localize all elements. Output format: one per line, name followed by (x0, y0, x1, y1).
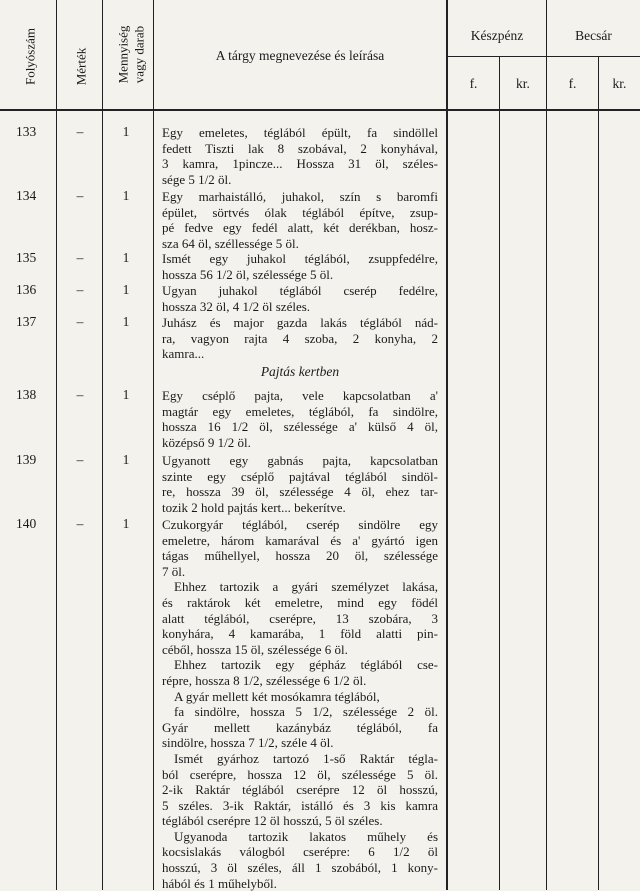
description-line: sza 64 öl, széllessége 5 öl. (162, 235, 299, 251)
description-line: Czukorgyár téglából, cserép sindölre egy (162, 517, 438, 532)
description-line: sége 5 1/2 öl. (162, 171, 232, 187)
description-line: sindölre, hossza 7 1/2, széle 4 öl. (162, 735, 334, 751)
entry-description (162, 251, 438, 282)
entry-description (162, 388, 438, 450)
col-rule-4 (446, 0, 448, 890)
description-line: téglából cserépre 12 öl hosszú, 5 öl széles. (162, 813, 383, 829)
description-line: Ugyanott egy gabnás pajta, kapcsolatban (162, 453, 438, 468)
header-targy: A tárgy megnevezése és leírása (215, 48, 385, 63)
entry-quantity: 1 (122, 250, 130, 265)
description-line: fedett Tiszti lak 8 szobával, 2 konyhával, (162, 140, 438, 156)
col-rule-1 (56, 0, 57, 890)
description-line: tágas műhellyel, hossza 20 öl, szélessége (162, 548, 438, 564)
entry-number: 139 (16, 452, 37, 467)
description-line: emeletre, három kamarával és a' gyártó igen (162, 532, 438, 548)
entry-number: 140 (16, 516, 37, 531)
section-title: Pajtás kertben (260, 364, 340, 379)
col-rule-3 (153, 0, 154, 890)
col-rule-2 (102, 0, 103, 890)
description-line: kocsislakás válogból cserépre: 6 1/2 öl (162, 844, 438, 860)
entry-measure: – (76, 452, 84, 467)
description-line: konyhára, 4 kamarába, 1 föld alatti pin- (162, 626, 438, 642)
description-line: tozik 2 hold pajtás kert... bekerítve. (162, 499, 346, 515)
entry-description (162, 315, 438, 362)
header-kr-keszpenz: kr. (516, 76, 530, 91)
description-line: 3 kamra, 1pincze... Hossza 31 öl, széles- (162, 156, 438, 172)
description-line: kamra... (162, 346, 205, 362)
description-line: hossza 16 1/2 öl, szélessége a' külső 4 öl, (162, 419, 438, 435)
header-kr-becsar: kr. (612, 76, 627, 91)
description-line: répre, hossza 8 1/2, szélessége 6 1/2 öl. (162, 672, 367, 688)
entry-number: 138 (16, 387, 37, 402)
header-mertek: Mérték (73, 47, 89, 86)
entry-quantity: 1 (122, 387, 130, 402)
header-bottom-rule (0, 109, 640, 111)
description-line: Gyár mellett kazánybáz téglából, fa (162, 719, 438, 735)
description-line: magtár egy emeletes, téglából, fa sindölre, (162, 403, 438, 419)
description-line: ra, vagyon rajta 4 szoba, 2 konyha, 2 (162, 330, 438, 346)
description-line: Ehhez tartozik egy gépház téglából cse- (174, 657, 438, 673)
description-line: 5 széles. 3-ik Raktár, istálló és 3 kis kamra (162, 797, 438, 813)
col-rule-5 (499, 56, 500, 890)
entry-measure: – (76, 387, 84, 402)
entry-quantity: 1 (122, 516, 130, 531)
entry-number: 135 (16, 250, 37, 265)
description-line: épület, sörtvés ólak téglából építve, zsup- (162, 204, 438, 220)
description-line: fa sindölre, hossza 5 1/2, szélessége 2 öl. (174, 704, 438, 720)
description-line: hossza 56 1/2 öl, szélessége 5 öl. (162, 266, 334, 282)
entry-quantity: 1 (122, 452, 130, 467)
description-line: 7 öl. (162, 563, 186, 579)
description-line: Juhász és major gazda lakás téglából nád- (162, 315, 438, 330)
description-line: Ismét gyárhoz tartozó 1-ső Raktár tégla- (174, 750, 438, 766)
entry-description (162, 125, 438, 187)
entry-quantity: 1 (122, 282, 130, 297)
entry-quantity: 1 (122, 314, 130, 329)
header-f-keszpenz: f. (469, 76, 478, 91)
header-mennyiseg-line2: vagy darab (131, 25, 147, 84)
description-line: Egy cséplő pajta, vele kapcsolatban a' (162, 388, 438, 403)
entry-number: 137 (16, 314, 37, 329)
entry-measure: – (76, 516, 84, 531)
entry-description (162, 189, 438, 251)
description-line: hossza 32 öl, 4 1/2 öl széles. (162, 298, 311, 314)
entry-measure: – (76, 250, 84, 265)
header-f-becsar: f. (568, 76, 577, 91)
header-folyoszam: Folyószám (22, 27, 38, 86)
description-line: és raktárok két emeletre, mind egy födél (162, 594, 438, 610)
description-line: A gyár mellett két mosókamra téglából, (174, 688, 380, 704)
description-line: ból cserépre, hossza 12 öl, szélessége 5 öl. (162, 766, 438, 782)
entry-measure: – (76, 124, 84, 139)
entry-number: 134 (16, 188, 37, 203)
entry-number: 133 (16, 124, 37, 139)
header-mennyiseg-line1: Mennyiség (115, 25, 131, 84)
description-line: Ugyan juhakol téglából cserép fedélre, (162, 283, 438, 298)
description-line: Egy marhaistálló, juhakol, szín s baromfi (162, 189, 438, 204)
entry-quantity: 1 (122, 124, 130, 139)
description-line: hából és 1 műhelyből. (162, 875, 277, 891)
col-rule-7 (598, 56, 599, 890)
description-line: pé fedve egy fedél alatt, két derékban, hosz- (162, 220, 438, 236)
description-line: Ismét egy juhakol téglából, zsuppfedélre, (162, 251, 438, 266)
description-line: céből, hossza 15 öl, szélessége 6 öl. (162, 641, 348, 657)
description-line: hosszú, 3 öl széles, áll 1 szobából, 1 kony- (162, 860, 438, 876)
header-becsar: Becsár (575, 28, 612, 43)
entry-number: 136 (16, 282, 37, 297)
entry-quantity: 1 (122, 188, 130, 203)
entry-description (162, 283, 438, 314)
entry-measure: – (76, 314, 84, 329)
header-subrule (446, 56, 640, 57)
entry-measure: – (76, 282, 84, 297)
entry-description (162, 453, 438, 515)
description-line: középső 9 1/2 öl. (162, 434, 251, 450)
description-line: alatt téglából, cserépre, 13 szobára, 3 (162, 610, 438, 626)
entry-measure: – (76, 188, 84, 203)
header-keszpenz: Készpénz (470, 28, 524, 43)
entry-description (162, 517, 438, 891)
description-line: Ehhez tartozik a gyári személyzet lakása, (174, 579, 438, 595)
description-line: re, hossza 39 öl, szélessége 4 öl, ehez tar- (162, 484, 438, 500)
description-line: Egy emeletes, téglából épült, fa sindöllel (162, 125, 438, 140)
col-rule-6 (546, 0, 547, 890)
description-line: szinte egy cséplő pajtával téglából sindöl- (162, 468, 438, 484)
description-line: 2-ik Raktár téglából cserépre 12 öl hosszú, (162, 782, 438, 798)
description-line: Ugyanoda tartozik lakatos műhely és (174, 828, 438, 844)
